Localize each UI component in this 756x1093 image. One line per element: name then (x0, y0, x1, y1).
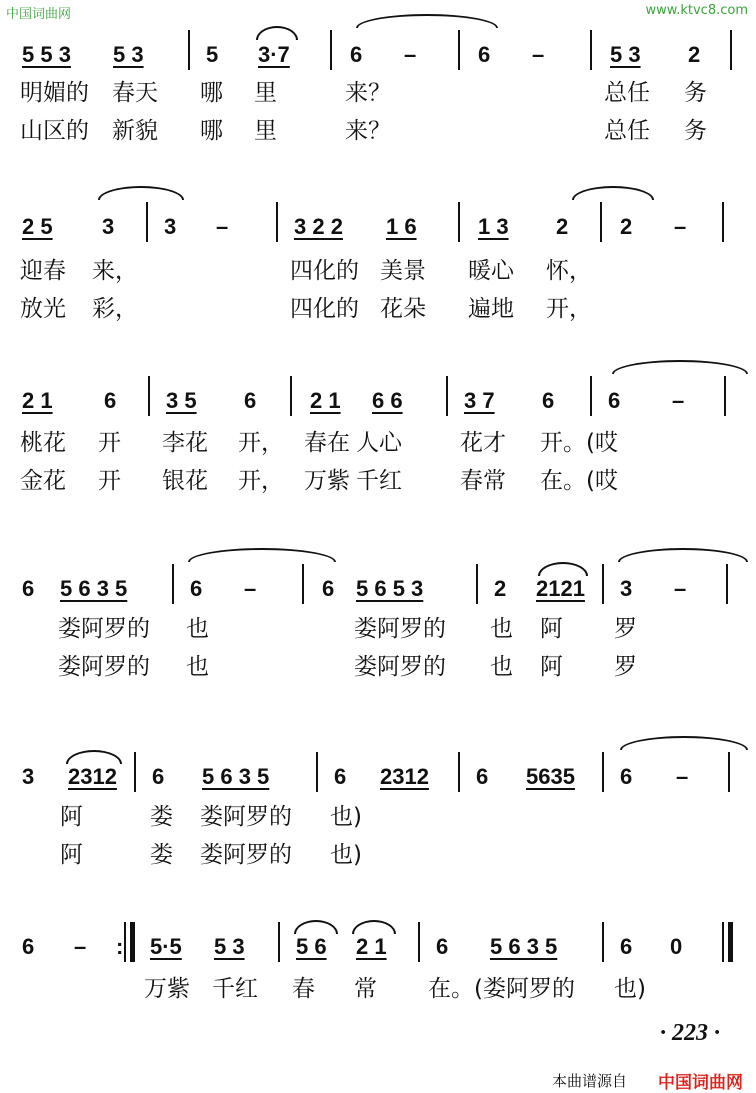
lyric: 开 (98, 430, 121, 456)
note-group: 6 (190, 576, 203, 601)
lyric: 美景 (380, 258, 426, 284)
lyric: 在。(娄阿罗的 (428, 976, 575, 1002)
barline (600, 202, 602, 242)
note-group: 5635 (526, 764, 575, 789)
lyric: 春天 (112, 80, 158, 106)
note-group: 5 6 3 5 (202, 764, 270, 789)
note-group: 2 1 (310, 388, 341, 413)
lyric: 娄阿罗的 (200, 842, 292, 868)
note-row (0, 212, 756, 252)
tie (618, 548, 748, 562)
lyric: 迎春 (20, 258, 66, 284)
lyric: 里 (254, 118, 277, 144)
note-group: – (74, 934, 87, 959)
note-group: 5 3 (113, 42, 144, 67)
lyric: 山区的 (20, 118, 89, 144)
note-group: 6 (22, 576, 35, 601)
tie (356, 14, 498, 28)
lyric-line-2 (0, 840, 756, 870)
barline (728, 752, 730, 792)
lyric: 娄 (150, 842, 173, 868)
tie (572, 186, 654, 200)
lyric: 常 (354, 976, 377, 1002)
barline (726, 564, 728, 604)
note-group: 6 (334, 764, 347, 789)
barline (724, 376, 726, 416)
note-group: 5 6 5 3 (356, 576, 424, 601)
note-group: 5 (206, 42, 219, 67)
note-group: 6 (350, 42, 363, 67)
lyric-line-2 (0, 294, 756, 324)
lyric-line-1 (0, 974, 756, 1004)
lyric: 哪 (200, 80, 223, 106)
lyric-line-1 (0, 78, 756, 108)
lyric: 放光 (20, 296, 66, 322)
lyric: 也 (186, 616, 209, 642)
note-group: 3 (22, 764, 35, 789)
lyric: 万紫 (144, 976, 190, 1002)
lyric: 遍地 (468, 296, 514, 322)
lyric: 春 (292, 976, 315, 1002)
lyric: 花才 (460, 430, 506, 456)
lyric: 千红 (356, 468, 402, 494)
lyric: 在。(哎 (540, 468, 618, 494)
note-group: 3 (620, 576, 633, 601)
note-group: – (244, 576, 257, 601)
note-group: – (216, 214, 229, 239)
note-group: 2 1 (22, 388, 53, 413)
note-group: – (676, 764, 689, 789)
lyric: 桃花 (20, 430, 66, 456)
note-group: 2 (494, 576, 507, 601)
barline (458, 30, 460, 70)
lyric: 总任 (604, 118, 650, 144)
lyric: 务 (684, 118, 707, 144)
note-group: 6 (476, 764, 489, 789)
barline (458, 752, 460, 792)
final-barline (728, 922, 733, 962)
barline (172, 564, 174, 604)
note-group: 6 (322, 576, 335, 601)
lyric: 娄阿罗的 (354, 616, 446, 642)
barline (476, 564, 478, 604)
lyric: 阿 (60, 842, 83, 868)
tie (620, 736, 748, 750)
lyric: 也 (186, 654, 209, 680)
note-group: 2 5 (22, 214, 53, 239)
lyric: 罗 (614, 654, 637, 680)
barline (134, 752, 136, 792)
lyric: 务 (684, 80, 707, 106)
lyric: 哪 (200, 118, 223, 144)
note-group: 3·7 (258, 42, 290, 67)
barline (418, 922, 420, 962)
lyric: 春在 (304, 430, 350, 456)
lyric: 娄 (150, 804, 173, 830)
watermark-left: 中国词曲网 (6, 7, 72, 22)
lyric: 也 (490, 654, 513, 680)
note-group: 6 (152, 764, 165, 789)
lyric: 也 (490, 616, 513, 642)
note-group: 3 2 2 (294, 214, 343, 239)
lyric: 开 (98, 468, 121, 494)
note-group: 3 7 (464, 388, 495, 413)
source-label: 本曲谱源自 (552, 1072, 628, 1090)
lyric: 来？ (345, 80, 391, 106)
lyric: 里 (254, 80, 277, 106)
barline (146, 202, 148, 242)
lyric-line-2 (0, 466, 756, 496)
note-group: 6 (542, 388, 555, 413)
lyric-line-2 (0, 116, 756, 146)
note-group: 2 (688, 42, 701, 67)
note-row (0, 40, 756, 80)
note-group: 5 6 (296, 934, 327, 959)
note-group: – (532, 42, 545, 67)
lyric: 怀， (546, 258, 592, 284)
lyric: 阿 (540, 616, 563, 642)
barline (602, 752, 604, 792)
note-group: 1 6 (386, 214, 417, 239)
note-row (0, 386, 756, 426)
lyric: 也) (614, 976, 646, 1002)
repeat-sign: : (116, 934, 124, 959)
barline (722, 922, 724, 962)
tie (612, 360, 748, 374)
barline (148, 376, 150, 416)
page-number: · 223 · (660, 1020, 720, 1046)
tie (98, 186, 184, 200)
barline (446, 376, 448, 416)
note-group: 3 5 (166, 388, 197, 413)
source-site: 中国词曲网 (658, 1073, 743, 1093)
lyric: 千红 (212, 976, 258, 1002)
barline (124, 922, 126, 962)
lyric: 春常 (460, 468, 506, 494)
lyric-line-1 (0, 256, 756, 286)
note-group: – (404, 42, 417, 67)
lyric: 罗 (614, 616, 637, 642)
note-group: 0 (670, 934, 683, 959)
lyric: 总任 (604, 80, 650, 106)
barline (276, 202, 278, 242)
note-group: 6 (620, 764, 633, 789)
lyric: 人心 (356, 430, 402, 456)
lyric: 阿 (540, 654, 563, 680)
note-group: 5 5 3 (22, 42, 71, 67)
lyric: 花朵 (380, 296, 426, 322)
note-group: 5 6 3 5 (490, 934, 558, 959)
note-group: 5 6 3 5 (60, 576, 128, 601)
note-group: 6 (244, 388, 257, 413)
barline (602, 564, 604, 604)
note-group: 5 3 (610, 42, 641, 67)
note-group: 2 (556, 214, 569, 239)
barline (302, 564, 304, 604)
lyric: 四化的 (290, 296, 359, 322)
barline (602, 922, 604, 962)
barline (316, 752, 318, 792)
tie (188, 548, 336, 562)
lyric: 娄阿罗的 (58, 616, 150, 642)
note-group: 5·5 (150, 934, 182, 959)
note-group: 3 (102, 214, 115, 239)
note-group: 2121 (536, 576, 585, 601)
note-group: 6 (436, 934, 449, 959)
barline (188, 30, 190, 70)
lyric: 银花 (162, 468, 208, 494)
barline (290, 376, 292, 416)
lyric: 暖心 (468, 258, 514, 284)
lyric: 娄阿罗的 (58, 654, 150, 680)
barline (730, 30, 732, 70)
lyric-line-1 (0, 802, 756, 832)
lyric-line-1 (0, 614, 756, 644)
note-row (0, 932, 756, 972)
slur (256, 26, 298, 40)
barline (590, 30, 592, 70)
lyric: 李花 (162, 430, 208, 456)
lyric: 阿 (60, 804, 83, 830)
note-group: – (672, 388, 685, 413)
lyric: 开， (238, 430, 284, 456)
barline (458, 202, 460, 242)
lyric: 开， (546, 296, 592, 322)
note-group: 3 (164, 214, 177, 239)
note-group: – (674, 576, 687, 601)
barline (722, 202, 724, 242)
note-row (0, 574, 756, 614)
lyric: 彩， (92, 296, 138, 322)
lyric: 四化的 (290, 258, 359, 284)
note-group: – (674, 214, 687, 239)
note-group: 6 (608, 388, 621, 413)
note-row (0, 762, 756, 802)
note-group: 2312 (380, 764, 429, 789)
lyric: 明媚的 (20, 80, 89, 106)
watermark-right: www.ktvc8.com (645, 3, 748, 18)
lyric: 娄阿罗的 (200, 804, 292, 830)
note-group: 6 (620, 934, 633, 959)
note-group: 6 (22, 934, 35, 959)
barline (330, 30, 332, 70)
note-group: 6 6 (372, 388, 403, 413)
lyric-line-2 (0, 652, 756, 682)
note-group: 5 3 (214, 934, 245, 959)
lyric: 万紫 (304, 468, 350, 494)
lyric: 来？ (345, 118, 391, 144)
note-group: 6 (478, 42, 491, 67)
lyric: 新貌 (112, 118, 158, 144)
note-group: 2 (620, 214, 633, 239)
lyric: 也) (330, 842, 362, 868)
lyric-line-1 (0, 428, 756, 458)
barline (590, 376, 592, 416)
lyric: 也) (330, 804, 362, 830)
note-group: 1 3 (478, 214, 509, 239)
lyric: 娄阿罗的 (354, 654, 446, 680)
barline-thick (130, 922, 135, 962)
lyric: 开， (238, 468, 284, 494)
barline (278, 922, 280, 962)
lyric: 来， (92, 258, 138, 284)
lyric: 金花 (20, 468, 66, 494)
lyric: 开。(哎 (540, 430, 618, 456)
note-group: 6 (104, 388, 117, 413)
note-group: 2312 (68, 764, 117, 789)
note-group: 2 1 (356, 934, 387, 959)
